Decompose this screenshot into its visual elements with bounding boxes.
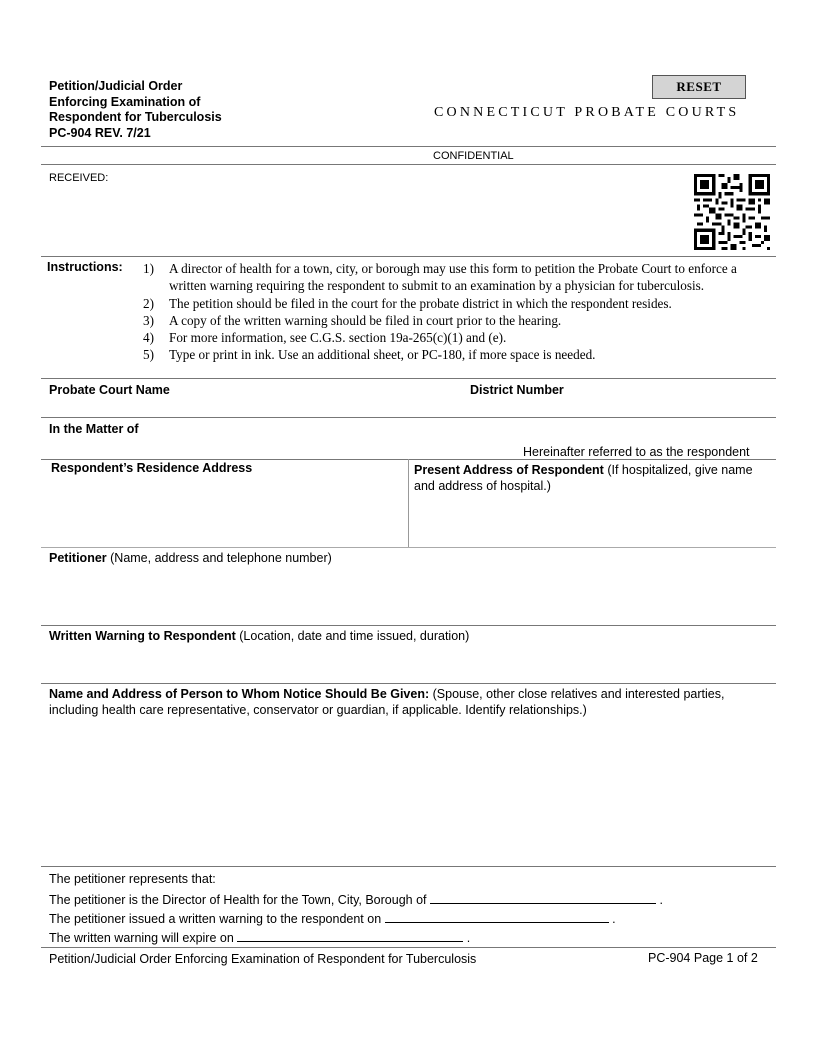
represents-intro: The petitioner represents that:: [49, 872, 216, 886]
divider: [41, 146, 776, 147]
instruction-item: 4) For more information, see C.G.S. section 19a-265(c)(1) and (e).: [143, 330, 507, 346]
present-address-field[interactable]: Present Address of Respondent (If hospitalized, give name and address of hospital.): [414, 463, 753, 493]
instruction-item: 1) A director of health for a town, city, or borough may use this form to petition the Probate Court to enforce a written warning requiring the respondent to submit to an examination by a physician for tuberculosis.: [143, 261, 737, 294]
instruction-item: 3) A copy of the written warning should be filed in court prior to the hearing.: [143, 312, 562, 328]
form-title: [49, 79, 222, 141]
petitioner-field[interactable]: Petitioner (Name, address and telephone number): [49, 551, 332, 565]
column-divider: [408, 459, 409, 547]
reset-button[interactable]: RESET: [652, 75, 746, 99]
footer-form-title: Petition/Judicial Order Enforcing Examination of Respondent for Tuberculosis: [49, 952, 477, 966]
received-label: RECEIVED:: [49, 172, 109, 184]
notice-persons-field[interactable]: Name and Address of Person to Whom Notice Should Be Given: (Spouse, other close relatives and interested parties, including health care representative, conservator or guardian, if applicable. Identify relationships.): [49, 687, 725, 717]
qr-code: [694, 174, 770, 250]
court-name-heading: CONNECTICUT PROBATE COURTS: [434, 105, 740, 120]
probate-court-name-field[interactable]: Probate Court Name: [49, 383, 170, 397]
divider: [41, 866, 776, 867]
footer-page-number: PC-904 Page 1 of 2: [648, 951, 758, 965]
divider: [41, 625, 776, 626]
written-warning-field[interactable]: Written Warning to Respondent (Location, date and time issued, duration): [49, 629, 470, 643]
residence-address-field[interactable]: Respondent’s Residence Address: [51, 461, 253, 475]
in-the-matter-of-field[interactable]: In the Matter of: [49, 422, 139, 436]
form-title-line: Enforcing Examination of: [49, 94, 201, 109]
district-number-field[interactable]: District Number: [470, 383, 564, 397]
issued-statement: The petitioner issued a written warning to the respondent on .: [49, 912, 616, 926]
form-number: PC-904 REV. 7/21: [49, 125, 151, 140]
expire-statement: The written warning will expire on .: [49, 931, 471, 945]
divider: [41, 947, 776, 948]
confidential-label: CONFIDENTIAL: [433, 150, 514, 162]
divider: [41, 256, 776, 257]
divider: [41, 164, 776, 165]
divider: [41, 547, 776, 548]
divider: [41, 417, 776, 418]
instruction-item: 5) Type or print in ink. Use an additional sheet, or PC-180, if more space is needed.: [143, 347, 596, 363]
divider: [41, 378, 776, 379]
respondent-note: Hereinafter referred to as the respondent: [523, 445, 750, 459]
form-title-line: Petition/Judicial Order: [49, 79, 183, 93]
director-statement: The petitioner is the Director of Health for the Town, City, Borough of .: [49, 893, 663, 907]
instructions-label: Instructions:: [47, 260, 123, 274]
expire-date-blank-input[interactable]: [237, 929, 463, 942]
form-title-line: Respondent for Tuberculosis: [49, 110, 222, 124]
divider: [41, 683, 776, 684]
town-blank-input[interactable]: [430, 891, 656, 904]
issued-date-blank-input[interactable]: [385, 910, 609, 923]
instructions-list: [130, 260, 760, 364]
instruction-item: 2) The petition should be filed in the court for the probate district in which the respondent resides.: [143, 295, 672, 311]
